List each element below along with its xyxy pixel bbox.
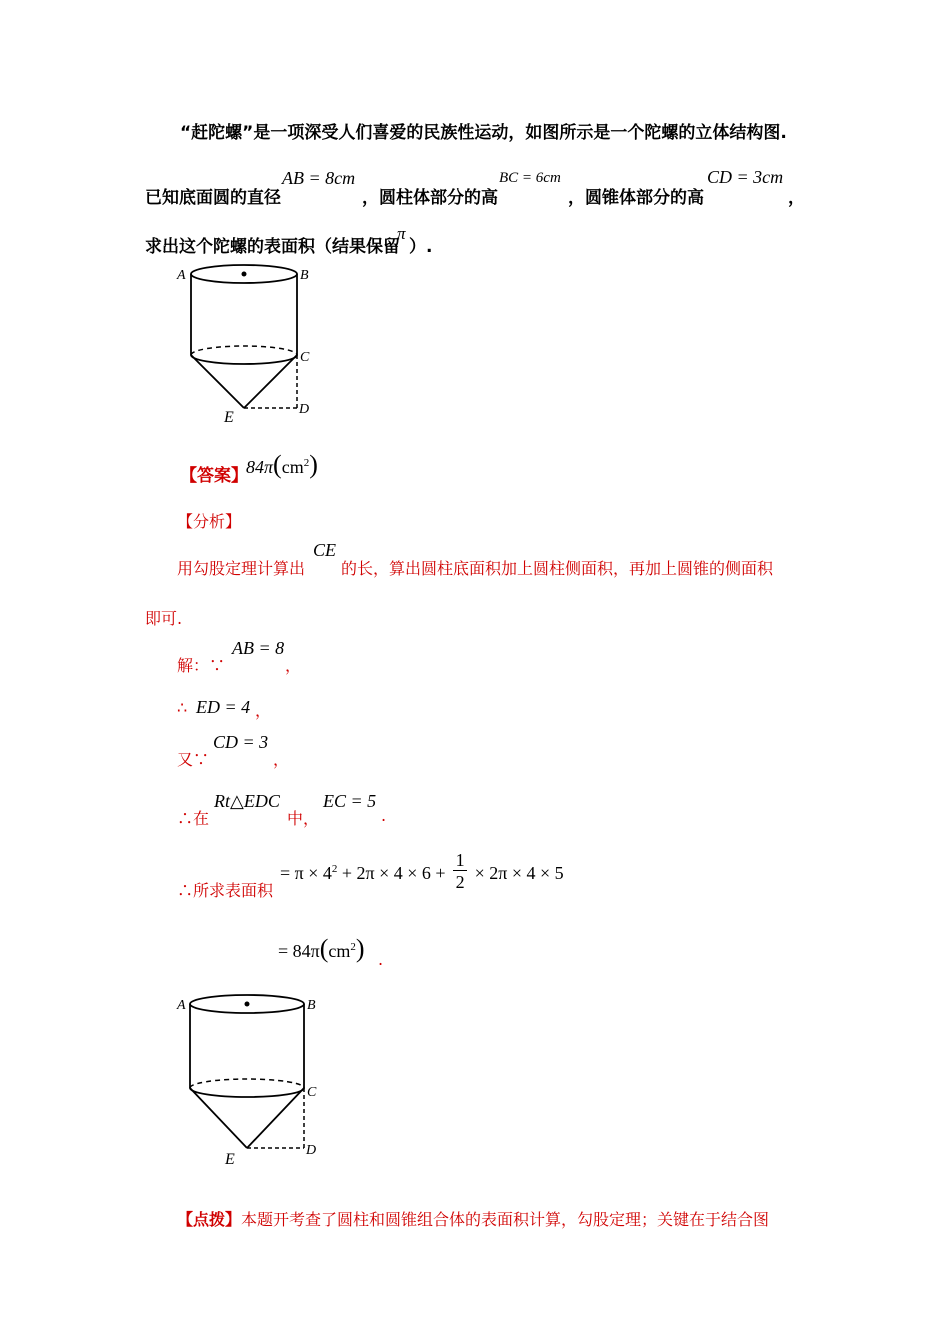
step4-triangle: Rt△EDC [214, 791, 280, 811]
question-line-3-suffix: ）. [409, 237, 433, 257]
label-c: C [300, 350, 310, 365]
cylinder-bottom-front [191, 355, 297, 364]
label-d-2: D [306, 1143, 317, 1158]
analysis-tag: 【分析】 [177, 512, 242, 531]
step6-end: . [378, 950, 384, 969]
answer-sup: 2 [303, 457, 310, 469]
step5-prefix: ∴所求表面积 [177, 881, 274, 900]
step2-end: ， [255, 701, 272, 720]
cylinder-bottom-back [191, 346, 297, 355]
step2-prefix: ∴ [177, 698, 188, 717]
label-a-2: A [177, 998, 186, 1013]
answer-tag: 【答案】 [180, 466, 248, 486]
question-line-2-mid2: ，圆锥体部分的高 [568, 188, 704, 208]
cd-expression: CD = 3cm [707, 167, 784, 187]
answer-number: 84π [246, 457, 274, 477]
step5-part-b: + 2π × 4 × 6 + [337, 863, 446, 883]
step4-prefix: ∴在 [177, 809, 210, 828]
label-b-2: B [307, 998, 316, 1013]
answer-value [246, 450, 318, 480]
question-line-2-end: ， [788, 188, 805, 208]
question-line-3-prefix: 求出这个陀螺的表面积（结果保留 [145, 237, 400, 257]
step5-sup: 2 [331, 863, 338, 875]
step6-value: = 84π [278, 941, 320, 961]
bottom-figure [170, 988, 330, 1168]
label-b: B [300, 268, 309, 283]
step5-expression [280, 850, 564, 896]
comment-tag: 【点拨】 [177, 1210, 242, 1229]
label-a: A [177, 268, 186, 283]
step1-prefix: 解：∵ [177, 656, 226, 675]
label-e-2: E [225, 1151, 235, 1168]
step4-expression: EC = 5 [323, 791, 377, 811]
step3-expression: CD = 3 [213, 732, 269, 752]
step6-expression [278, 934, 365, 964]
answer-unit: cm [281, 457, 304, 477]
step5-part-a: = $\pi \times 4^2 + 2\pi \times 4 \times 6$ + [280, 863, 446, 883]
label-c-2: C [307, 1085, 317, 1100]
step5-frac-den: 2 [455, 872, 465, 892]
comment-text: 本题开考查了圆柱和圆锥组合体的表面积计算，勾股定理；关键在于结合图 [241, 1210, 770, 1229]
step1-end: ， [285, 656, 302, 675]
ce-expression: CE [313, 540, 337, 560]
cylinder-bottom-back-2 [190, 1079, 304, 1088]
top-figure [170, 258, 320, 428]
question-line-1: “赶陀螺”是一项深受人们喜爱的民族性运动，如图所示是一个陀螺的立体结构图. [180, 123, 787, 143]
ab-expression: AB = 8cm [282, 168, 356, 188]
step1-expression: AB = 8 [232, 638, 285, 658]
step5-frac-num: 1 [453, 850, 467, 871]
question-line-2-mid1: ，圆柱体部分的高 [362, 188, 498, 208]
answer-paren-close: ) [309, 450, 318, 479]
top-center-dot [242, 272, 247, 277]
step3-end: ， [273, 750, 290, 769]
step5-fraction [453, 850, 467, 893]
pi-symbol: π [397, 224, 406, 243]
analysis-text-1-suffix: 的长，算出圆柱底面积加上圆柱侧面积，再加上圆锥的侧面积 [341, 559, 774, 578]
step2-expression: ED = 4 [196, 697, 251, 717]
comment-line [177, 1207, 769, 1230]
analysis-text-2: 即可. [145, 609, 183, 628]
step5-part-c: × 2π × 4 × 5 [474, 863, 564, 883]
cylinder-bottom-front-2 [190, 1088, 304, 1097]
step4-end: . [381, 806, 387, 825]
label-e: E [224, 409, 234, 426]
top-center-dot-2 [245, 1002, 250, 1007]
bc-expression: BC = 6cm [499, 170, 561, 186]
step3-prefix: 又∵ [177, 750, 210, 769]
label-d: D [299, 402, 310, 417]
step4-mid: 中， [287, 809, 320, 828]
answer-paren-open: ( [273, 450, 282, 479]
step6-paren-close: ) [355, 934, 365, 963]
analysis-text-1-prefix: 用勾股定理计算出 [177, 559, 306, 578]
step6-paren-open: ( [319, 934, 329, 963]
step6-sup: 2 [350, 941, 356, 953]
question-line-2-prefix: 已知底面圆的直径 [145, 188, 281, 208]
step6-unit: cm [328, 941, 351, 961]
